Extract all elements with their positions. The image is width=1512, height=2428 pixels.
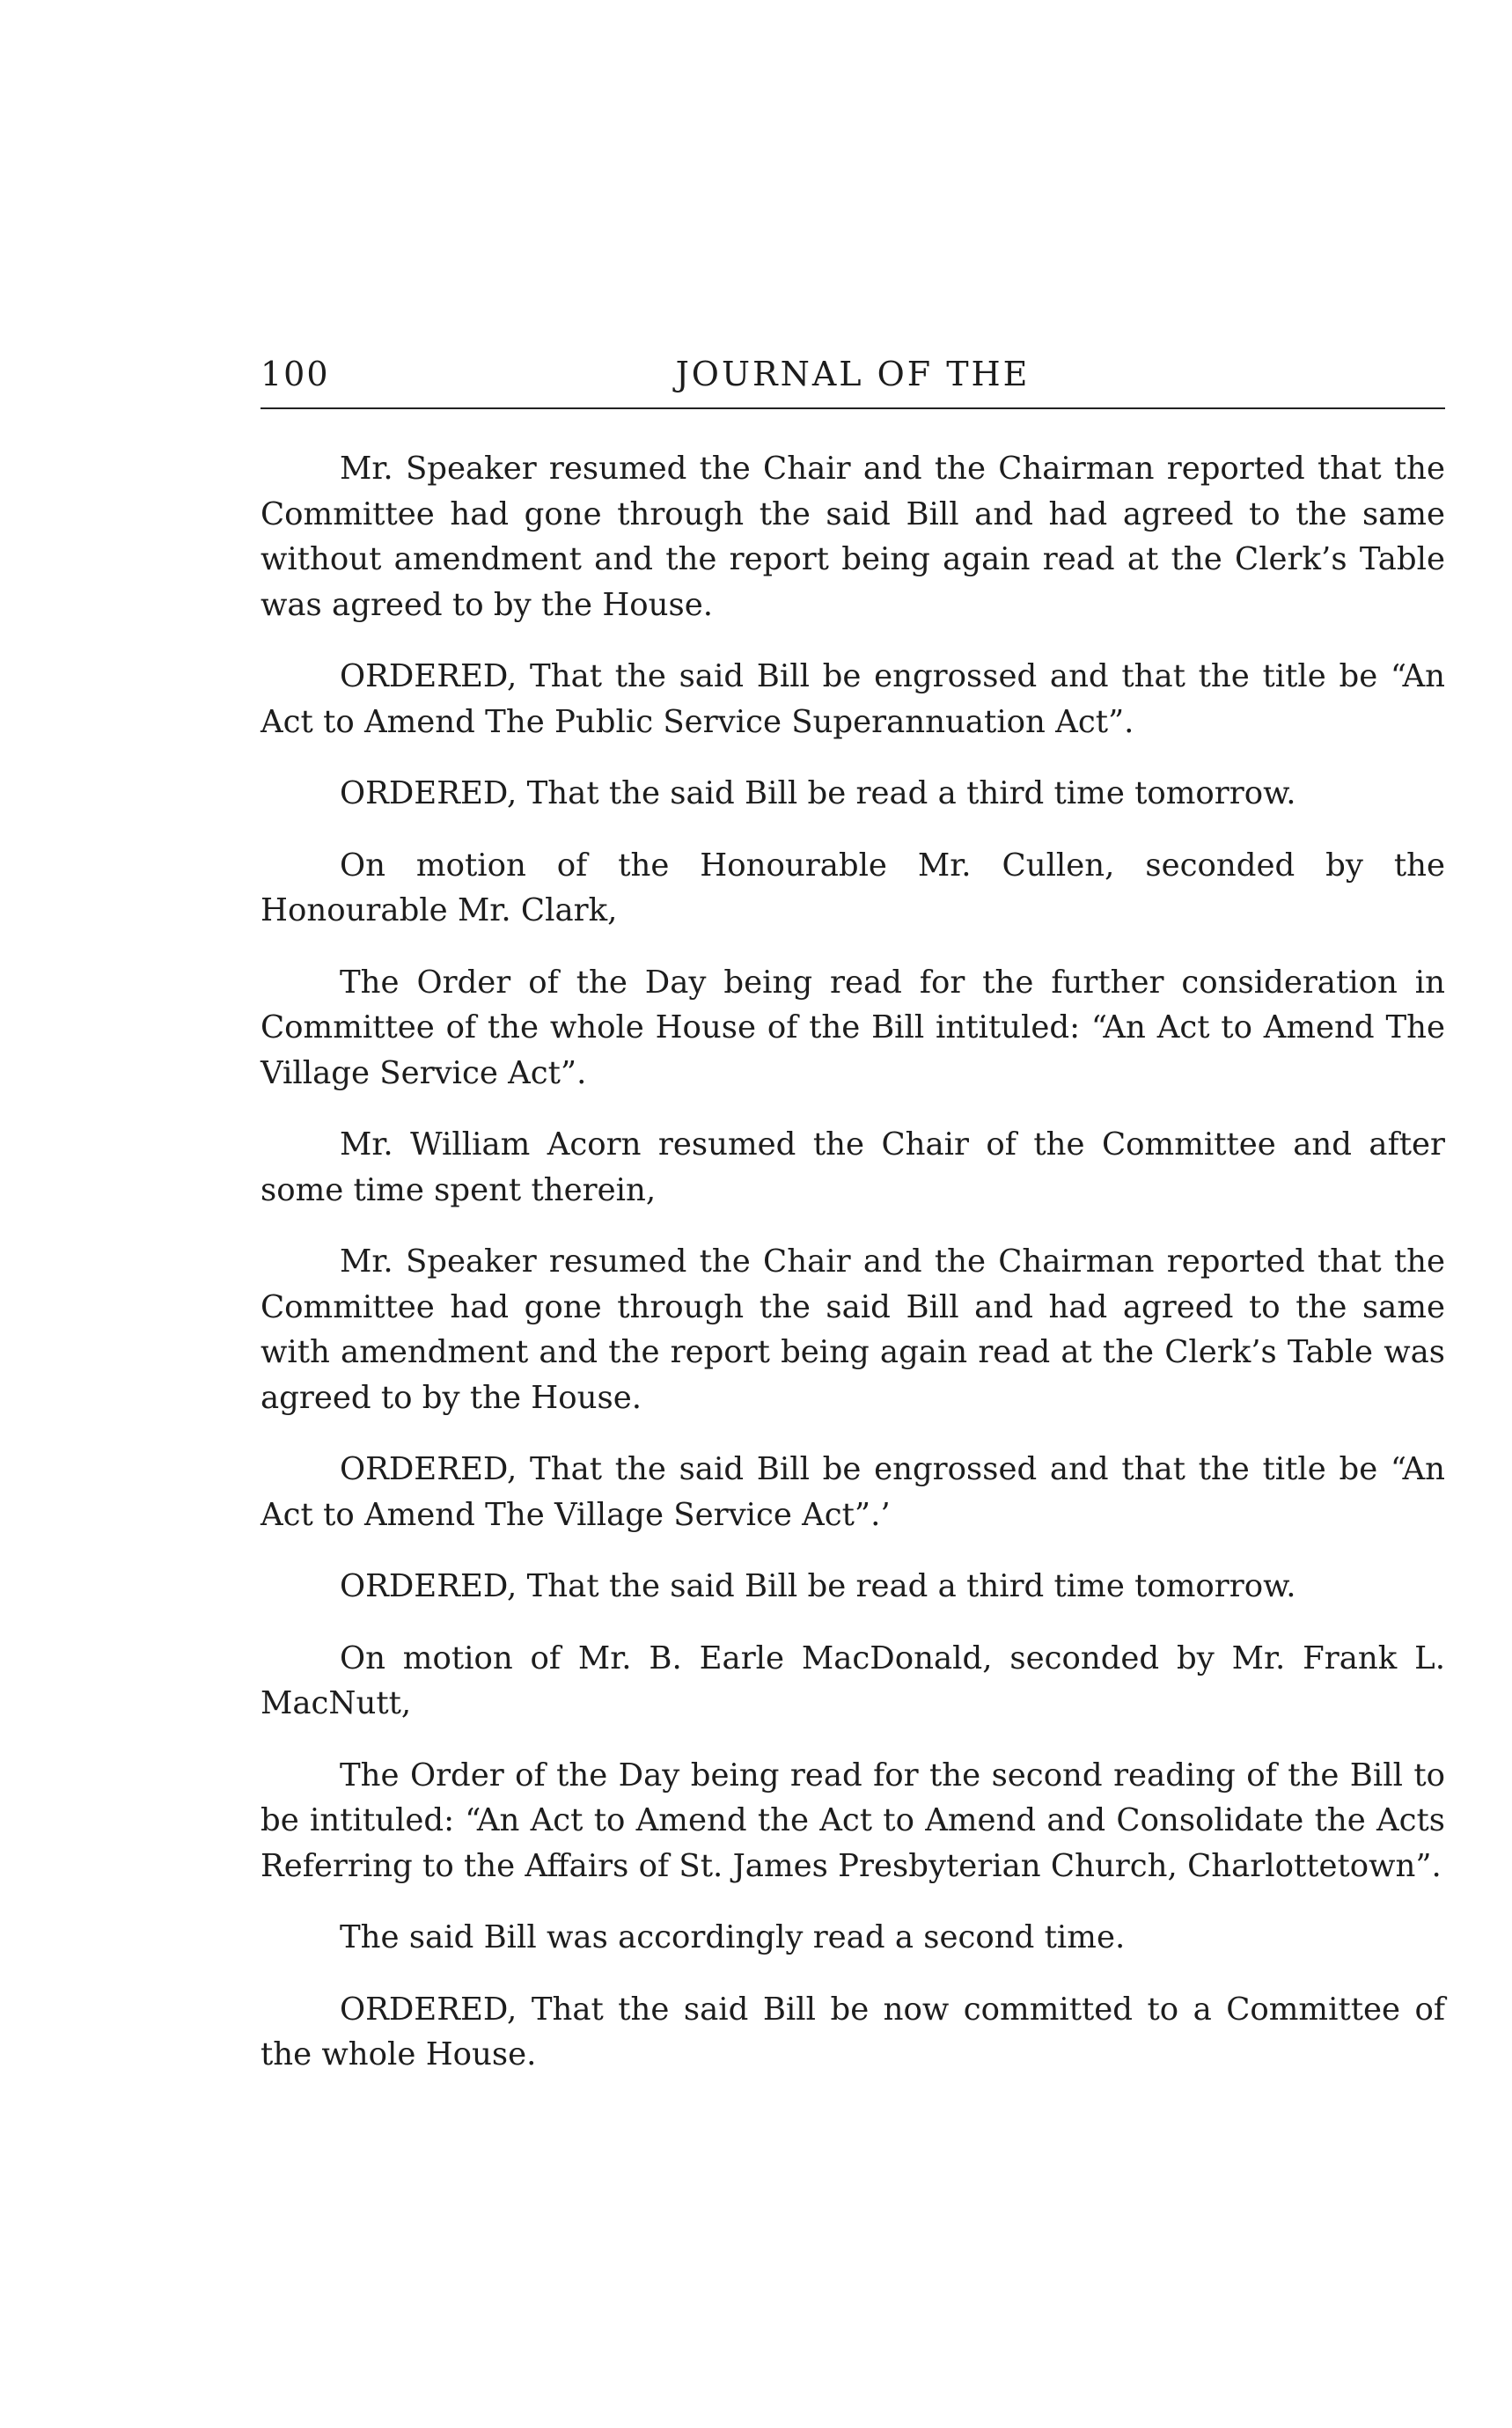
running-head: [261, 348, 1445, 399]
paragraph-speaker-report-2: Mr. Speaker resumed the Chair and the Chairman reported that the Committee had gone through the said Bill and had agreed to the same with amendment and the report being again read at the Clerk’s Table was agreed to by the House.: [261, 1243, 1445, 1416]
paragraph-ordered-third-reading-2: ORDERED, That the said Bill be read a third time tomorrow.: [340, 1568, 1296, 1604]
paragraph-motion-macdonald: On motion of Mr. B. Earle MacDonald, seconded by Mr. Frank L. MacNutt,: [261, 1639, 1445, 1721]
paragraph-second-reading: The said Bill was accordingly read a second time.: [340, 1919, 1126, 1955]
header-rule: [261, 407, 1445, 409]
paragraph-ordered-committed: ORDERED, That the said Bill be now committed to a Committee of the whole House.: [261, 1991, 1445, 2072]
paragraph-speaker-report-1: Mr. Speaker resumed the Chair and the Chairman reported that the Committee had gone through the said Bill and had agreed to the same without amendment and the report being again read at the Clerk’s Table was agreed to by the House.: [261, 451, 1445, 623]
page-number: 100: [261, 355, 330, 393]
paragraph-order-of-day-2: The Order of the Day being read for the second reading of the Bill to be intituled: “An Act to Amend the Act to Amend and Consolidate the Acts Referring to the Affairs of St. James Presbyterian Church, Charlottetown”.: [261, 1757, 1445, 1884]
paragraph-ordered-engrossed-1: ORDERED, That the said Bill be engrossed and that the title be “An Act to Amend The Public Service Superannuation Act”.: [261, 658, 1445, 740]
paragraph-acorn-chair: Mr. William Acorn resumed the Chair of the Committee and after some time spent therein,: [261, 1126, 1445, 1208]
journal-page: [261, 348, 1445, 2072]
journal-title: JOURNAL OF THE: [675, 355, 1031, 393]
paragraph-order-of-day-1: The Order of the Day being read for the further consideration in Committee of the whole House of the Bill intituled: “An Act to Amend The Village Service Act”.: [261, 964, 1445, 1091]
paragraph-motion-cullen: On motion of the Honourable Mr. Cullen, seconded by the Honourable Mr. Clark,: [261, 847, 1445, 928]
journal-body: [261, 446, 1445, 2104]
paragraph-ordered-third-reading-1: ORDERED, That the said Bill be read a third time tomorrow.: [340, 775, 1296, 811]
paragraph-ordered-engrossed-2: ORDERED, That the said Bill be engrossed and that the title be “An Act to Amend The Village Service Act”.’: [261, 1451, 1445, 1533]
